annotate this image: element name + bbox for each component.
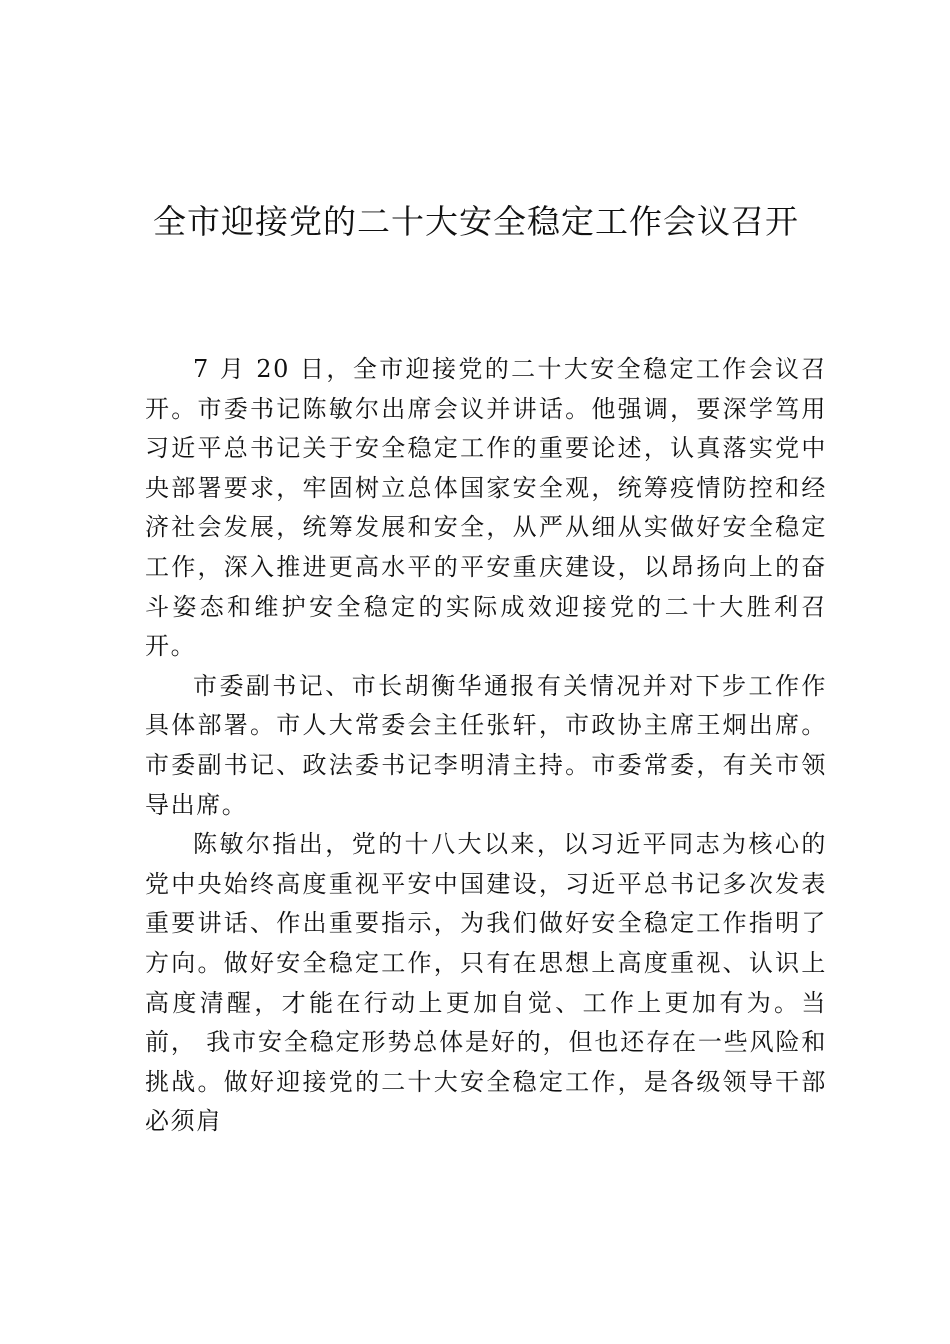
paragraph-2: 市委副书记、市长胡衡华通报有关情况并对下步工作作具体部署。市人大常委会主任张轩，市政协主席王炯出席。市委副书记、政法委书记李明清主持。市委常委，有关市领导出席。	[145, 671, 827, 819]
paragraph-3: 陈敏尔指出，党的十八大以来，以习近平同志为核心的党中央始终高度重视平安中国建设，习近平总书记多次发表重要讲话、作出重要指示，为我们做好安全稳定工作指明了方向。做好安全稳定工作，只有在思想上高度重视、认识上高度清醒，才能在行动上更加自觉、工作上更加有为。当前， 我市安全稳定形势总体是好的，但也还存在一些风险和挑战。做好迎接党的二十大安全稳定工作，是各级领导干部必须肩	[145, 830, 827, 1136]
paragraph-1: 7 月 20 日，全市迎接党的二十大安全稳定工作会议召开。市委书记陈敏尔出席会议并讲话。他强调，要深学笃用习近平总书记关于安全稳定工作的重要论述，认真落实党中央部署要求，牢固树立总体国家安全观，统筹疫情防控和经济社会发展，统筹发展和安全，从严从细从实做好安全稳定工作，深入推进更高水平的平安重庆建设，以昂扬向上的奋斗姿态和维护安全稳定的实际成效迎接党的二十大胜利召开。	[145, 355, 827, 661]
document-body	[145, 350, 827, 1142]
document-title: 全市迎接党的二十大安全稳定工作会议召开	[153, 202, 799, 241]
